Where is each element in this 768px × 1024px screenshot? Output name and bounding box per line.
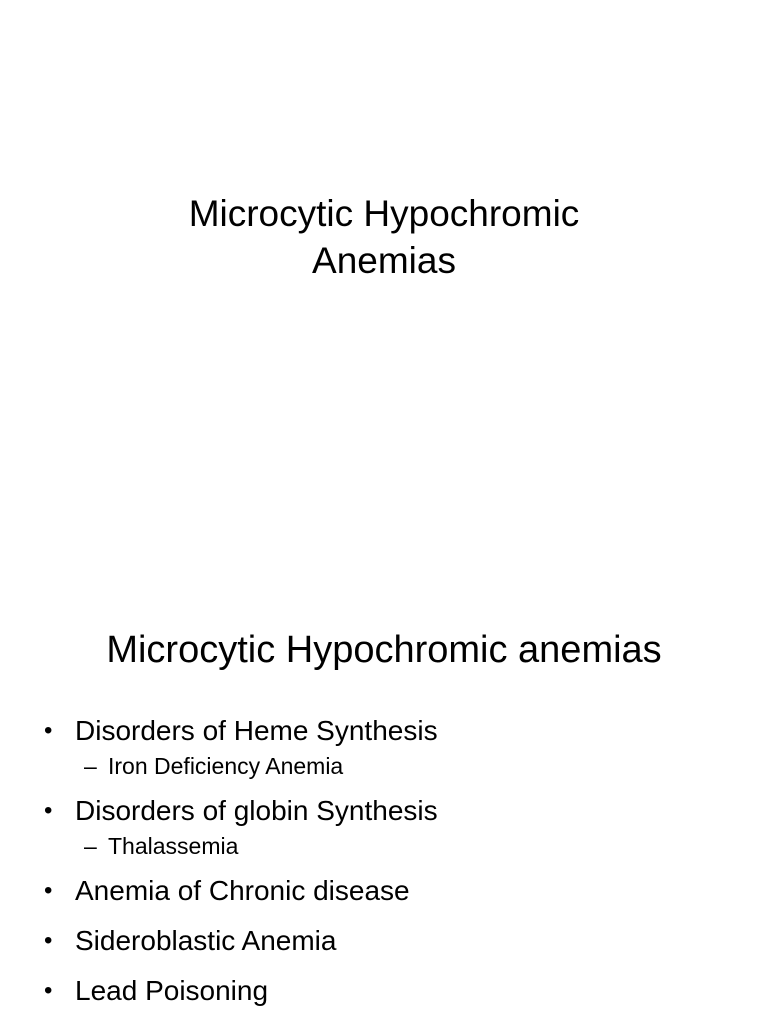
bullet-marker: • (44, 797, 53, 824)
bullet-marker: • (44, 877, 53, 904)
content-slide-title: Microcytic Hypochromic anemias (106, 629, 662, 671)
bullet-text: Disorders of Heme Synthesis (75, 715, 438, 746)
bullet-item (0, 924, 768, 958)
dash-marker: – (84, 833, 97, 859)
bullet-marker: • (44, 977, 53, 1004)
bullet-item (0, 974, 768, 1008)
sub-bullet-item (0, 752, 768, 780)
bullet-item (0, 714, 768, 748)
bullet-marker: • (44, 717, 53, 744)
slide-title-line-2: Anemias (312, 240, 456, 281)
slide-title-line-1: Microcytic Hypochromic (188, 193, 580, 234)
sub-bullet-item (0, 832, 768, 860)
bullet-list (0, 714, 768, 1024)
dash-marker: – (84, 753, 97, 779)
bullet-text: Disorders of globin Synthesis (75, 795, 438, 826)
bullet-marker: • (44, 927, 53, 954)
bullet-item (0, 794, 768, 828)
bullet-item (0, 874, 768, 908)
bullet-text: Sideroblastic Anemia (75, 925, 337, 956)
slide-title (0, 190, 768, 284)
content-slide (0, 576, 768, 1024)
bullet-text: Lead Poisoning (75, 975, 269, 1006)
sub-bullet-text: Iron Deficiency Anemia (108, 753, 344, 779)
bullet-text: Anemia of Chronic disease (75, 875, 410, 906)
sub-bullet-text: Thalassemia (108, 833, 239, 859)
